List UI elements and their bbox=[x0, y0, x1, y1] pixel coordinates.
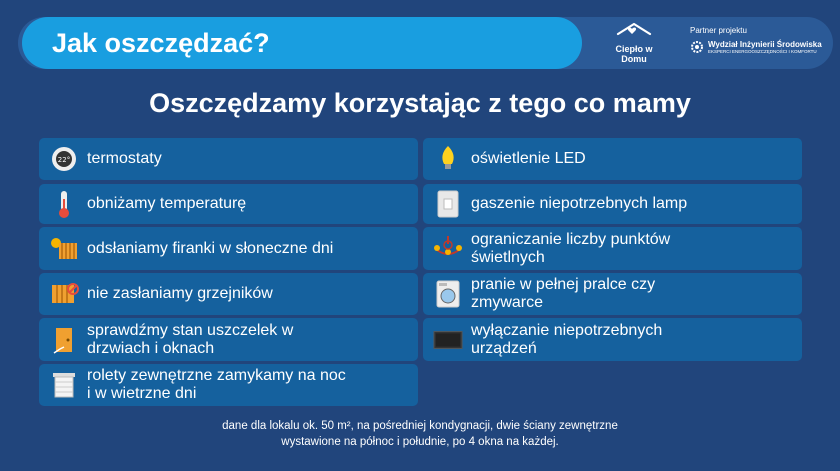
blinds-icon bbox=[49, 370, 79, 400]
door-icon bbox=[49, 325, 79, 355]
tip-card-blinds bbox=[39, 364, 418, 406]
partner-name: Wydział Inżynierii Środowiska bbox=[708, 40, 822, 49]
light-switch-icon bbox=[433, 189, 463, 219]
led-bulb-icon bbox=[433, 144, 463, 174]
tip-card-lamps bbox=[423, 184, 802, 224]
sun-radiator-icon bbox=[49, 234, 79, 264]
cieplo-w-domu-logo: Ciepło w Domu bbox=[606, 22, 662, 66]
thermostat-icon bbox=[49, 144, 79, 174]
tip-text: gaszenie niepotrzebnych lamp bbox=[471, 195, 688, 212]
tip-text: pranie w pełnej pralce czy zmywarce bbox=[471, 276, 656, 311]
page-title: Jak oszczędzać? bbox=[22, 17, 582, 69]
tip-text: termostaty bbox=[87, 150, 162, 167]
tip-text: ograniczanie liczby punktów świetlnych bbox=[471, 230, 671, 266]
tip-card-curtains bbox=[39, 227, 418, 270]
svg-text:22°: 22° bbox=[57, 156, 71, 164]
partner-tagline: EKSPERCI ENERGOOSZCZĘDNOŚCI I KOMFORTU bbox=[708, 49, 817, 54]
partner-label: Partner projektu bbox=[690, 26, 747, 35]
thermometer-icon bbox=[49, 189, 79, 219]
tip-text: sprawdźmy stan uszczelek w drzwiach i oknach bbox=[87, 321, 294, 357]
tip-card-light-points bbox=[423, 227, 802, 270]
tip-card-temperature bbox=[39, 184, 418, 224]
tip-text: rolety zewnętrzne zamykamy na noc i w wietrzne dni bbox=[87, 367, 346, 402]
tip-text: odsłaniamy firanki w słoneczne dni bbox=[87, 239, 334, 257]
tip-text: obniżamy temperaturę bbox=[87, 195, 247, 212]
footnote: dane dla lokalu ok. 50 m², na pośredniej kondygnacji, dwie ściany zewnętrzne wystawione na północ i południe, po 4 okna na każdej. bbox=[222, 420, 618, 448]
radiator-icon bbox=[49, 279, 79, 309]
tip-card-seals bbox=[39, 318, 418, 361]
partner-logo bbox=[690, 40, 822, 54]
tip-card-led bbox=[423, 138, 802, 180]
section-heading: Oszczędzamy korzystając z tego co mamy bbox=[149, 88, 691, 118]
tip-card-devices bbox=[423, 318, 802, 361]
tip-text: wyłączanie niepotrzebnych urządzeń bbox=[471, 321, 663, 357]
tip-text: oświetlenie LED bbox=[471, 150, 586, 167]
washing-machine-icon bbox=[433, 279, 463, 309]
tip-text: nie zasłaniamy grzejników bbox=[87, 285, 273, 302]
tip-card-radiators bbox=[39, 273, 418, 315]
tv-icon bbox=[433, 325, 463, 355]
tip-card-thermostats bbox=[39, 138, 418, 180]
tip-card-washing bbox=[423, 273, 802, 315]
house-heart-icon bbox=[614, 22, 654, 44]
gear-icon bbox=[690, 40, 704, 54]
chandelier-icon bbox=[433, 234, 463, 264]
